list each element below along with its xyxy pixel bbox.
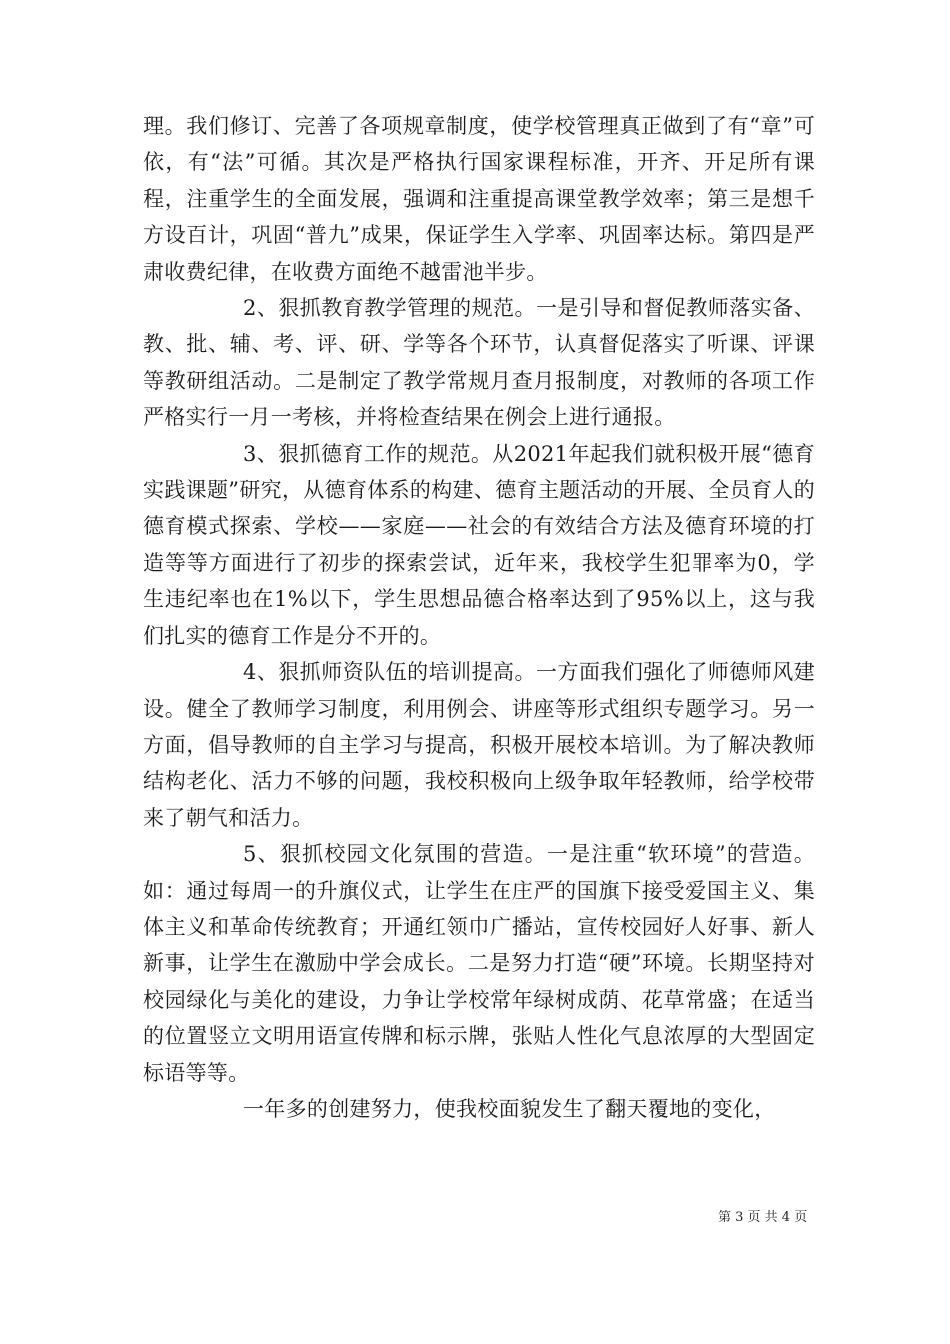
document-body (143, 108, 815, 1127)
paragraph-teaching-management: 2、狠抓教育教学管理的规范。一是引导和督促教师落实备、教、批、辅、考、评、研、学等各个环节，认真督促落实了听课、评课等教研组活动。二是制定了教学常规月查月报制度，对教师的各项工作严格实行一月一考核，并将检查结果在例会上进行通报。 (143, 296, 815, 430)
paragraph-teacher-training: 4、狠抓师资队伍的培训提高。一方面我们强化了师德师风建设。健全了教师学习制度，利用例会、讲座等形式组织专题学习。另一方面，倡导教师的自主学习与提高，积极开展校本培训。为了解决教师结构老化、活力不够的问题，我校积极向上级争取年轻教师，给学校带来了朝气和活力。 (143, 660, 815, 830)
paragraph-summary: 一年多的创建努力，使我校面貌发生了翻天覆地的变化， (243, 1096, 776, 1121)
paragraph-continuation: 理。我们修订、完善了各项规章制度，使学校管理真正做到了有“章”可依，有“法”可循。其次是严格执行国家课程标准，开齐、开足所有课程，注重学生的全面发展，强调和注重提高课堂教学效率；第三是想千方设百计，巩固“普九”成果，保证学生入学率、巩固率达标。第四是严肃收费纪律，在收费方面绝不越雷池半步。 (143, 114, 815, 284)
paragraph-campus-culture: 5、狠抓校园文化氛围的营造。一是注重“软环境”的营造。如：通过每周一的升旗仪式，让学生在庄严的国旗下接受爱国主义、集体主义和革命传统教育；开通红领巾广播站，宣传校园好人好事、新人新事，让学生在激励中学会成长。二是努力打造“硬”环境。长期坚持对校园绿化与美化的建设，力争让学校常年绿树成荫、花草常盛；在适当的位置竖立文明用语宣传牌和标示牌，张贴人性化气息浓厚的大型固定标语等等。 (143, 842, 815, 1085)
page-number: 第 3 页 共 4 页 (718, 1210, 808, 1225)
paragraph-moral-education: 3、狠抓德育工作的规范。从2021年起我们就积极开展“德育实践课题”研究，从德育体系的构建、德育主题活动的开展、全员育人的德育模式探索、学校——家庭——社会的有效结合方法及德育环境的打造等等方面进行了初步的探索尝试，近年来，我校学生犯罪率为0，学生违纪率也在1%以下，学生思想品德合格率达到了95%以上，这与我们扎实的德育工作是分不开的。 (143, 441, 815, 648)
